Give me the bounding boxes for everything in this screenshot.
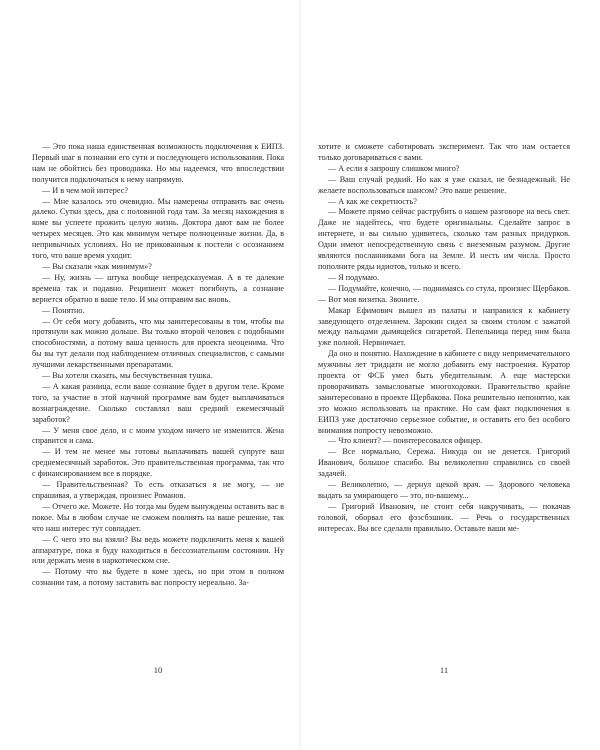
book-gutter (298, 0, 302, 750)
paragraph: — Вы хотели сказать, мы бесчувственная тушка. (42, 371, 213, 381)
paragraph: — С чего это вы взяли? Вы ведь можете подключить меня к вашей аппаратуре, пока я буду находиться в бессознательном состоянии. Ну или держать меня в наркотическом сне. (32, 534, 284, 566)
paragraph: — У меня свое дело, и с моим уходом ничего не изменится. Жена справится и сама. (32, 425, 284, 446)
paragraph: — Потому что вы будете в коме здесь, но при этом в полном сознании там, а потому заставить вас попросту нереально. За- (32, 567, 284, 588)
paragraph: хотите и сможете саботировать эксперимент. Так что нам остается только договариваться с вами. (318, 142, 570, 162)
paragraph: — Подумайте, конечно, — поднимаясь со стула, произнес Щербаков. — Вот моя визитка. Звоните. (318, 283, 570, 304)
page-number: 11 (439, 665, 449, 675)
paragraph: — Что клиент? — поинтересовался офицер. (328, 436, 483, 446)
paragraph: — Мне казалось это очевидно. Мы намерены отправить вас очень далеко. Сутки здесь, два с половиной года там. За месяц нахождения в коме вы успеете прожить целую жизнь. Доктора дают вам не более четырех месяцев. Это как минимум четыре полноценные жизни. Да, в непривычных условиях. Но не прикованным к постели с осознанием того, что ваше время уходит. (32, 196, 284, 261)
paragraph: Да оно и понятно. Нахождение в кабинете с виду непримечательного мужчины лет тридцати не могло добавить ему настроения. Куратор проекта от ФСБ умел быть убедительным. А еще мастерски проворачивать замысловатые многоходовки. Правительство крайне заинтересовано в проекте Щербакова. Пока решительно непонятно, как это можно использовать на практике. Но сам факт подключения к ЕИПЗ уже достаточно серьезное событие, и оставить его без особого внимания попросту невозможно. (318, 349, 570, 435)
left-page (32, 142, 284, 589)
paragraph: — Великолепно, — дернул щекой врач. — Здорового человека выдать за умирающего — это, по-вашему... (318, 480, 570, 500)
paragraph: — Правительственная? То есть отказаться я не могу, — не спрашивая, а утверждая, произнес Романов. (32, 480, 284, 500)
paragraph: — Я подумаю. (328, 272, 380, 282)
right-page (318, 142, 570, 535)
paragraph: — Понятно. (42, 305, 85, 315)
paragraph: — И в чем мой интерес? (42, 185, 128, 195)
paragraph: — А если я запрошу слишком много? (328, 163, 460, 173)
paragraph: — А какая разница, если ваше сознание будет в другом теле. Кроме того, за участие в этой научной программе вам будет выплачиваться вознаграждение. Сколько составлял ваш средний ежемесячный заработок? (32, 381, 284, 424)
paragraph: — Все нормально, Сережа. Никуда он не денется. Григорий Иванович, большое спасибо. Вы великолепно справились со своей задачей. (318, 447, 570, 479)
paragraph: — Можете прямо сейчас раструбить о нашем разговоре на весь свет. Даже не надейтесь, что будете оригинальны. Сделайте запрос в интернете, и вы сильно удивитесь, сколько там разных придурков. Одни имеют непосредственную связь с внеземным разумом. Другие являются посланниками бога на Земле. И несть им числа. Просто пополните ряды идиотов, только и всего. (318, 207, 570, 271)
paragraph: — Это пока наша единственная возможность подключения к ЕИПЗ. Первый шаг в познании его сути и последующего использования. Пока нам не обойтись без проводника. Но мы надеемся, что впоследствии получится подключаться к нему напрямую. (32, 142, 284, 184)
paragraph: Макар Ефимович вышел из палаты и направился к кабинету заведующего отделением. Зарокин сидел за своим столом с зажатой между пальцами дымящейся сигаретой. Пепельница перед ним была уже полной. Нервничает. (318, 305, 570, 348)
page-number: 10 (153, 665, 163, 675)
paragraph: — Ваш случай редкий. Но как я уже сказал, не безнадежный. Не желаете воспользоваться шансом? Это ваше решение. (318, 174, 570, 195)
paragraph: — Отчего же. Можете. Но тогда мы будем вынуждены оставить вас в покое. Мы в любом случае не сможем повлиять на ваше решение, так что наш интерес тут совпадает. (32, 501, 285, 533)
paragraph: — А как же секретность? (328, 196, 417, 206)
paragraph: — Григорий Иванович, не стоит себя накручивать, — покачав головой, оборвал его фээсбэшник. — Речь о государственных интересах. Вы все сделали правильно. Оставьте ваши ме- (318, 501, 570, 533)
paragraph: — Ну, жизнь — штука вообще непредсказуемая. А в те далекие времена так и подавно. Реципиент может погибнуть, а сознание вернется обратно в ваше тело. И мы отправим вас вновь. (32, 272, 284, 304)
paragraph: — От себя могу добавить, что мы заинтересованы в том, чтобы вы протянули как можно дольше. Вы только второй человек с подобными способностями, а потому ваша ценность для проекта неоценима. Что бы вы тут делали под наблюдением отличных специалистов, с самыми лучшими лекарственными препаратами. (32, 316, 284, 370)
paragraph: — И тем не менее мы готовы выплачивать вашей супруге ваш среднемесячный заработок. Это правительственная программа, так что с финансированием все в порядке. (32, 447, 284, 479)
paragraph: — Вы сказали «как минимум»? (42, 261, 152, 271)
